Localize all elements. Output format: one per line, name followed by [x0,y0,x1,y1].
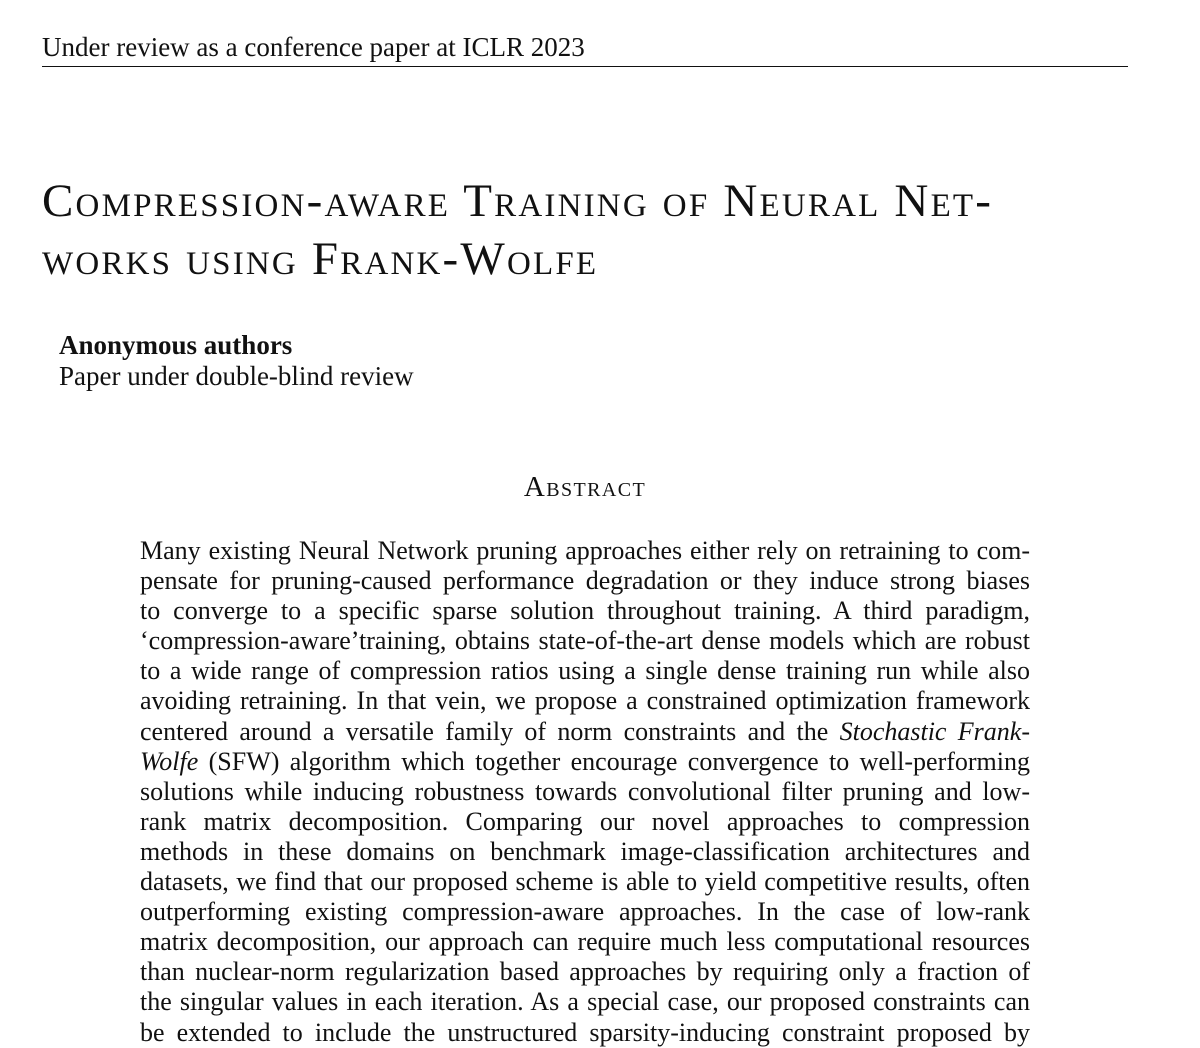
sfw-term: Wolfe [140,746,199,776]
abstract-line [140,747,1030,777]
abstract-heading: Abstract [523,471,647,503]
abstract-line: matrix decomposition, our approach can require much less computational resources [140,927,1030,957]
abstract-line-text: (SFW) algorithm which together encourage convergence to well-performing [208,746,1030,776]
title-line-2: works using Frank-Wolfe [42,233,599,285]
abstract-line: Many existing Neural Network pruning approaches either rely on retraining to com- [140,536,1030,565]
abstract-line: the singular values in each iteration. As a special case, our proposed constraints can [140,987,1030,1017]
author-name: Anonymous authors [59,330,293,360]
abstract-line: avoiding retraining. In that vein, we propose a constrained optimization framework [140,686,1030,716]
review-note: Paper under double-blind review [59,361,414,391]
abstract-line: solutions while inducing robustness towards convolutional filter pruning and low- [140,776,1030,806]
abstract-line: outperforming existing compression-aware approaches. In the case of low-rank [140,897,1030,927]
abstract-line-partial: be extended to include the unstructured sparsity-inducing constraint proposed by [140,1017,1030,1047]
paper-title [42,172,1142,288]
abstract-line-text: centered around a versatile family of norm constraints and the [140,716,829,746]
abstract-line [140,717,1030,747]
abstract-line: to a wide range of compression ratios using a single dense training run while also [140,656,1030,686]
sfw-term: Stochastic Frank- [839,716,1030,746]
abstract-line: rank matrix decomposition. Comparing our novel approaches to compression [140,806,1030,836]
title-line-1: Compression-aware Training of Neural Net- [42,175,994,227]
abstract-body [140,536,1030,1047]
abstract-line: ‘compression-aware’training, obtains state-of-the-art dense models which are robust [140,626,1030,656]
abstract-line: pensate for pruning-caused performance degradation or they induce strong biases [140,566,1030,596]
header-rule [42,66,1128,67]
venue-header: Under review as a conference paper at ICLR 2023 [42,32,585,62]
abstract-line: methods in these domains on benchmark image-classification architectures and [140,836,1030,866]
abstract-line: datasets, we find that our proposed scheme is able to yield competitive results, often [140,867,1030,897]
author-block [59,330,414,392]
abstract-line: than nuclear-norm regularization based approaches by requiring only a fraction of [140,957,1030,987]
abstract-line: to converge to a specific sparse solution throughout training. A third paradigm, [140,596,1030,626]
